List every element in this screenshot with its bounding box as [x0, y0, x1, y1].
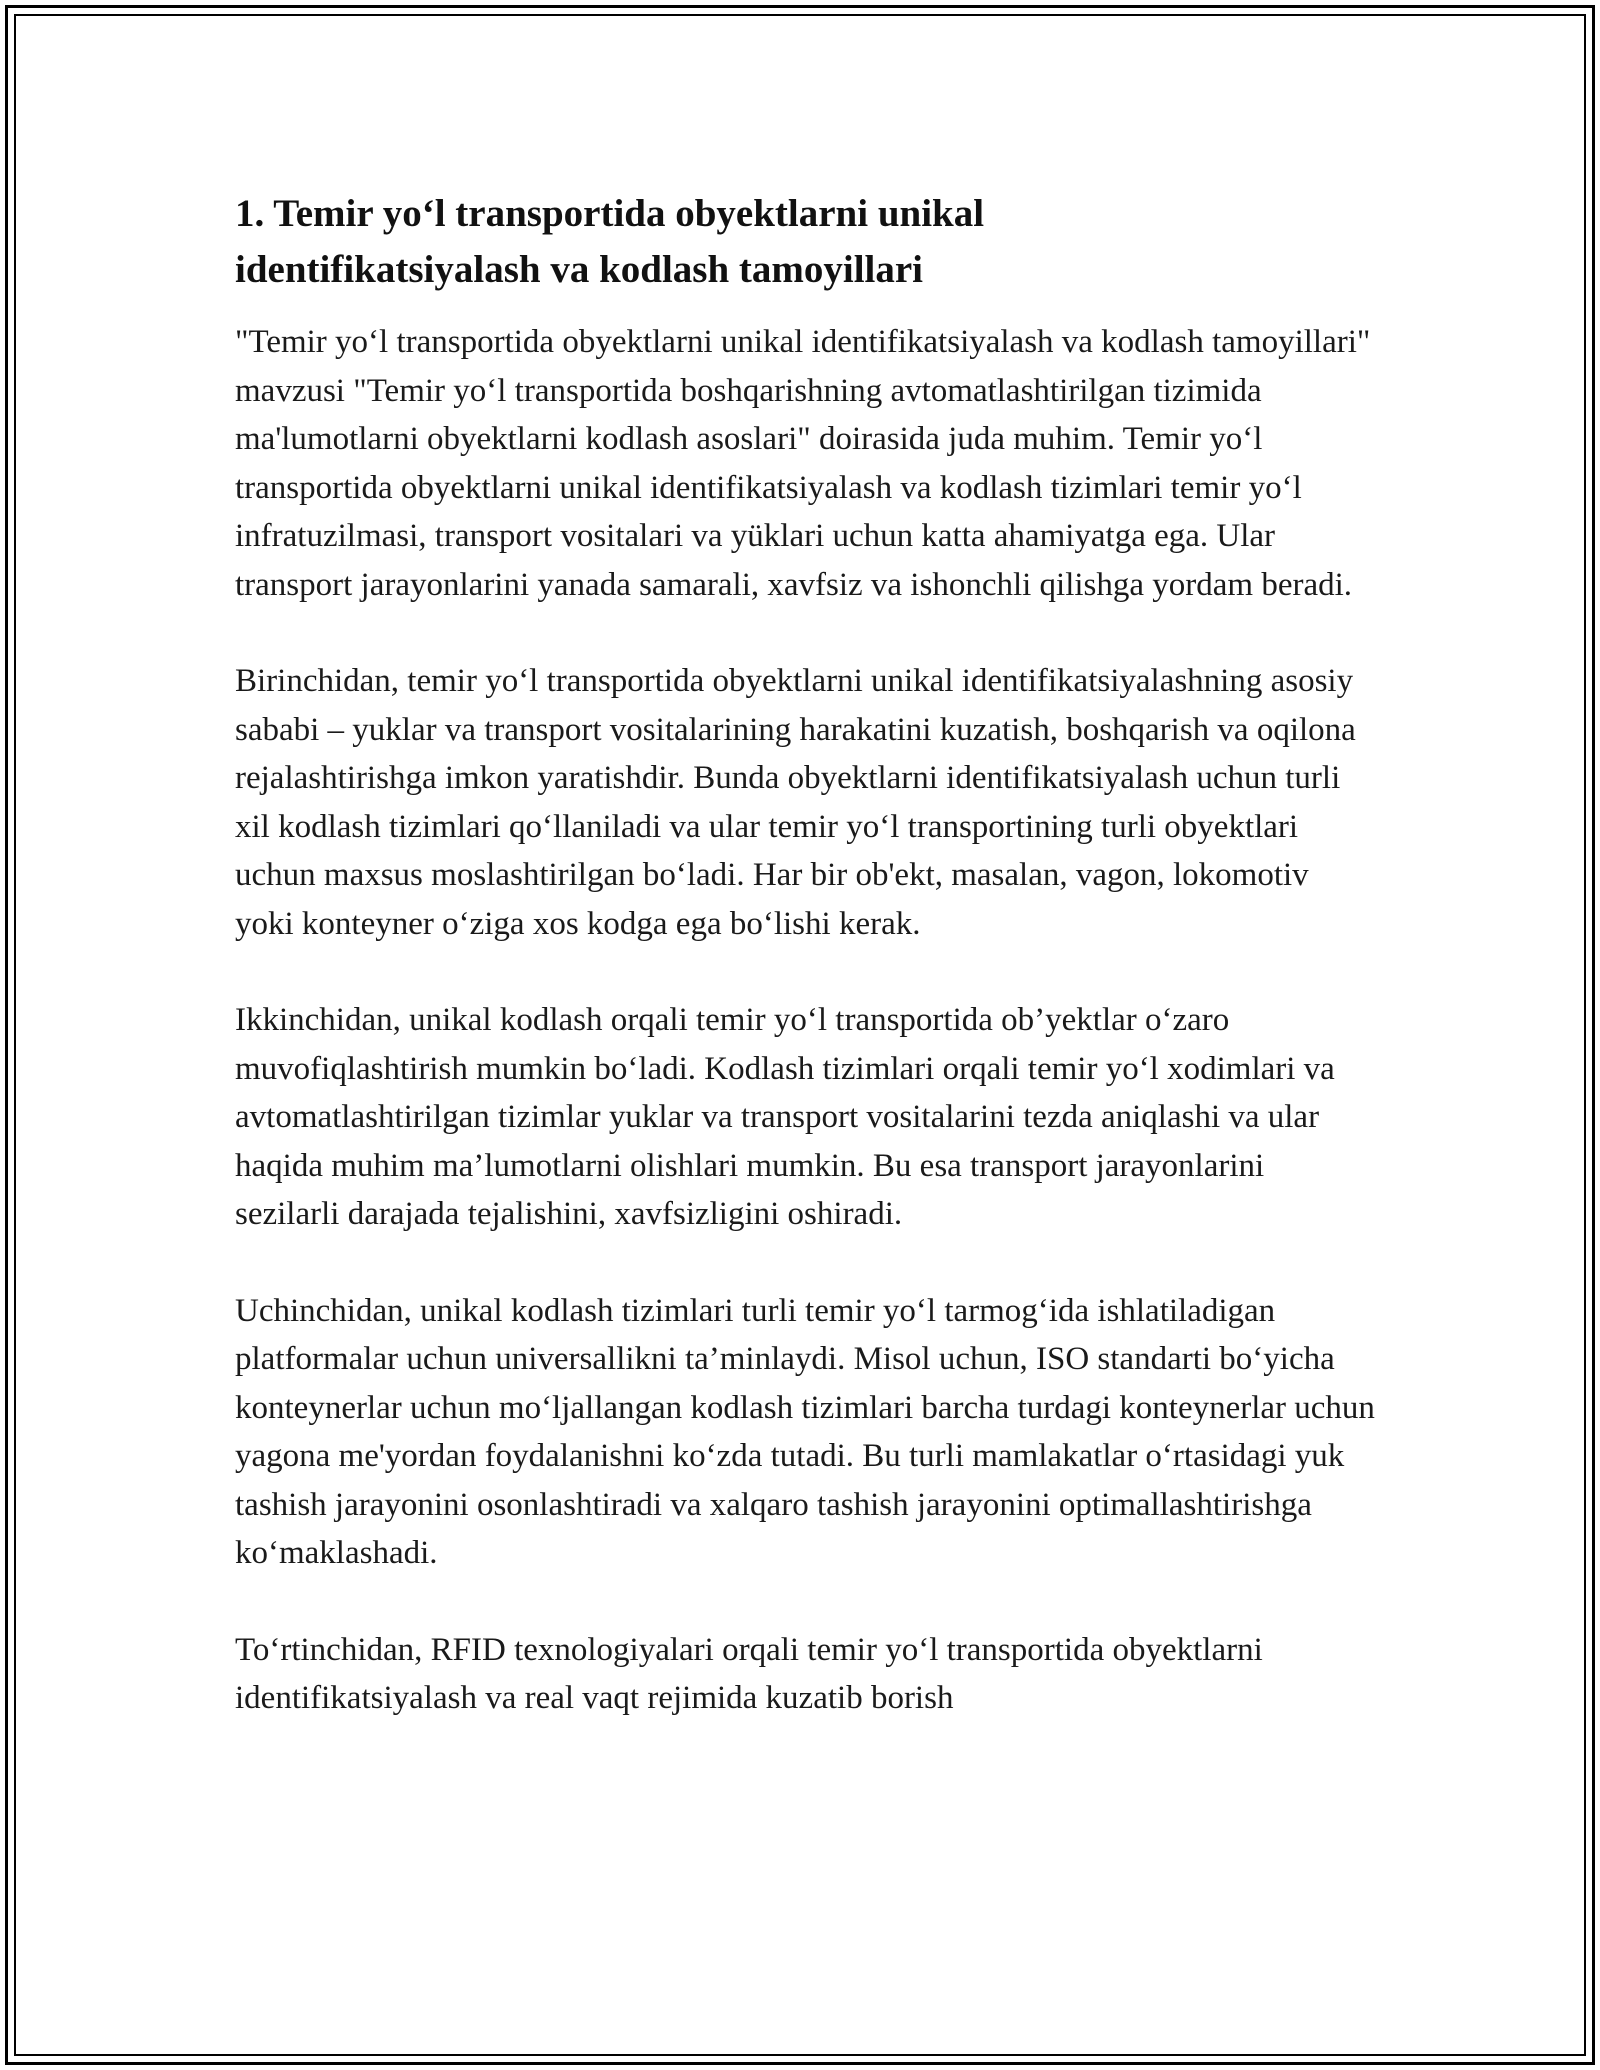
section-heading-line-1: 1. Temir yo‘l transportida obyektlarni unikal	[235, 192, 985, 235]
paragraph-intro: "Temir yo‘l transportida obyektlarni unikal identifikatsiyalash va kodlash tamoyillari" mavzusi "Temir yo‘l transportida boshqarishning avtomatlashtirilgan tizimida ma'lumotlarni obyektlarni kodlash asoslari" doirasida juda muhim. Temir yo‘l transportida obyektlarni unikal identifikatsiyalash va kodlash tizimlari temir yo‘l infratuzilmasi, transport vositalari va yüklari uchun katta ahamiyatga ega. Ular transport jarayonlarini yanada samarali, xavfsiz va ishonchli qilishga yordam beradi.	[235, 324, 1371, 603]
section-heading	[235, 186, 1375, 298]
paragraph-first-point: Birinchidan, temir yo‘l transportida obyektlarni unikal identifikatsiyalashning asosiy sababi – yuklar va transport vositalarining harakatini kuzatish, boshqarish va oqilona rejalashtirishga imkon yaratishdir. Bunda obyektlarni identifikatsiyalash uchun turli xil kodlash tizimlari qo‘llaniladi va ular temir yo‘l transportining turli obyektlari uchun maxsus moslashtirilgan bo‘ladi. Har bir ob'ekt, masalan, vagon, lokomotiv yoki konteyner o‘ziga xos kodga ega bo‘lishi kerak.	[235, 663, 1356, 942]
document-body	[235, 186, 1375, 1723]
paragraph-fourth-point: To‘rtinchidan, RFID texnologiyalari orqali temir yo‘l transportida obyektlarni identifikatsiyalash va real vaqt rejimida kuzatib borish	[235, 1631, 1263, 1716]
paragraph-third-point: Uchinchidan, unikal kodlash tizimlari turli temir yo‘l tarmog‘ida ishlatiladigan platformalar uchun universallikni ta’minlaydi. Misol uchun, ISO standarti bo‘yicha konteynerlar uchun mo‘ljallangan kodlash tizimlari barcha turdagi konteynerlar uchun yagona me'yordan foydalanishni ko‘zda tutadi. Bu turli mamlakatlar o‘rtasidagi yuk tashish jarayonini osonlashtiradi va xalqaro tashish jarayonini optimallashtirishga ko‘maklashadi.	[235, 1292, 1375, 1571]
paragraph-second-point: Ikkinchidan, unikal kodlash orqali temir yo‘l transportida ob’yektlar o‘zaro muvofiqlashtirish mumkin bo‘ladi. Kodlash tizimlari orqali temir yo‘l xodimlari va avtomatlashtirilgan tizimlar yuklar va transport vositalarini tezda aniqlashi va ular haqida muhim ma’lumotlarni olishlari mumkin. Bu esa transport jarayonlarini sezilarli darajada tejalishini, xavfsizligini oshiradi.	[235, 1002, 1335, 1232]
section-heading-line-2: identifikatsiyalash va kodlash tamoyillari	[235, 248, 924, 291]
